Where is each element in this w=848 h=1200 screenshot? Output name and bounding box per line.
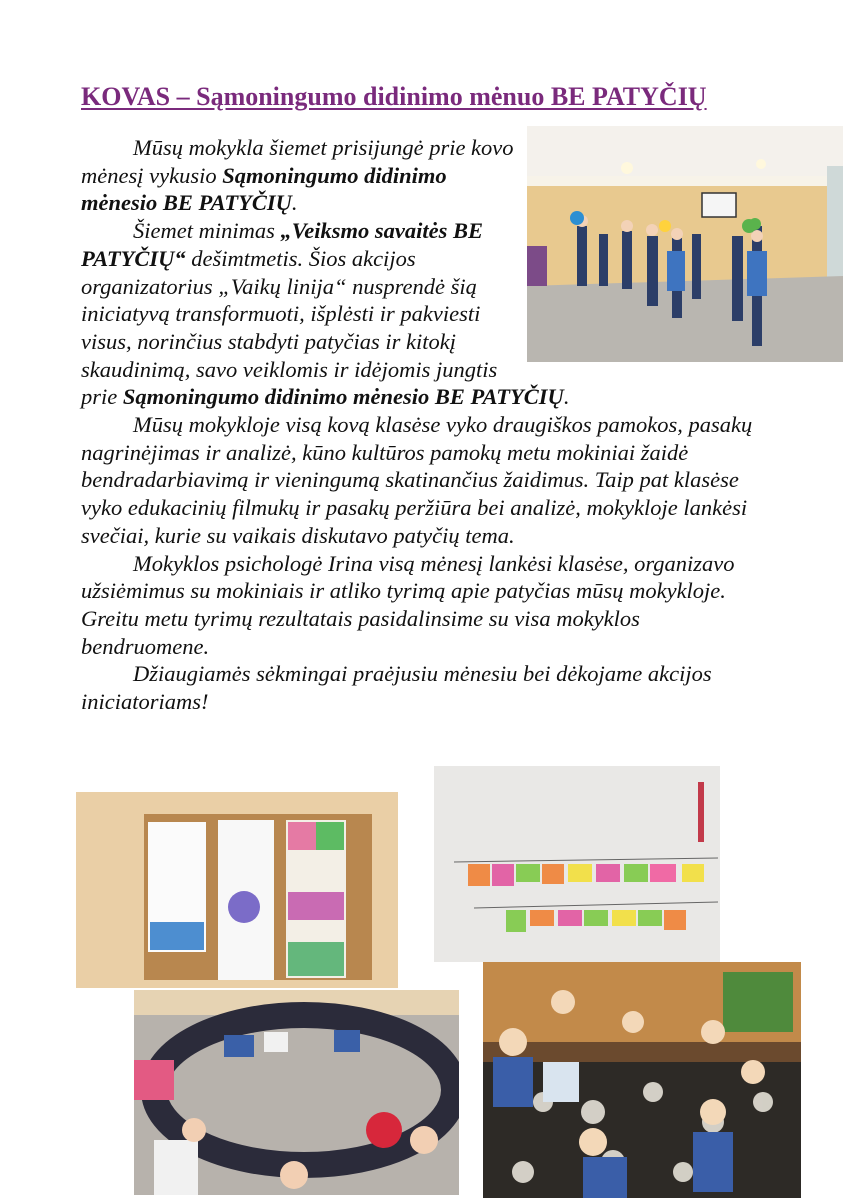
paragraph-5: Džiaugiamės sėkmingai praėjusiu mėnesiu bei dėkojame akcijos iniciatoriams! [81,661,712,715]
paragraph-3: Mūsų mokykloje visą kovą klasėse vyko draugiškos pamokos, pasakų nagrinėjimas ir analizė, kūno kultūros pamokų metu mokiniai žaidė bendradarbiavimą ir vieningumą skatinančius žaidimus. Taip pat klasėse vyko edukacinių filmukų ir pasakų peržiūra bei analizė, mokykloje lankėsi svečiai, kurie su vaikais diskutavo patyčių tema. [81,412,753,548]
article-body [81,134,771,716]
photo-carpet-circle [483,962,801,1198]
page-title: KOVAS – Sąmoningumo didinimo mėnuo BE PATYČIŲ [81,82,707,111]
paragraph-1: Mūsų mokykla šiemet prisijungė prie kovo mėnesį vykusio Sąmoningumo didinimo mėnesio BE PATYČIŲ. [81,135,514,216]
photo-circle-gym [134,990,459,1195]
photo-hanging-drawings [434,766,720,962]
photo-gym-children-balls [527,126,843,362]
photo-drawings-board [76,792,398,988]
paragraph-2: Šiemet minimas „Veiksmo savaitės BE PATYČIŲ“ dešimtmetis. Šios akcijos organizatorius „Vaikų linija“ nusprendė šią iniciatyvą transformuoti, išplėsti ir pakviesti visus, norinčius stabdyti patyčias ir kitokį skaudinimą, savo veiklomis ir idėjomis jungtis prie Sąmoningumo didinimo mėnesio BE PATYČIŲ. [81,218,570,410]
paragraph-4: Mokyklos psichologė Irina visą mėnesį lankėsi klasėse, organizavo užsiėmimus su mokiniais ir atliko tyrimą apie patyčias mūsų mokykloje. Greitu metu tyrimų rezultatais pasidalinsime su visa mokyklos bendruomene. [81,550,735,659]
